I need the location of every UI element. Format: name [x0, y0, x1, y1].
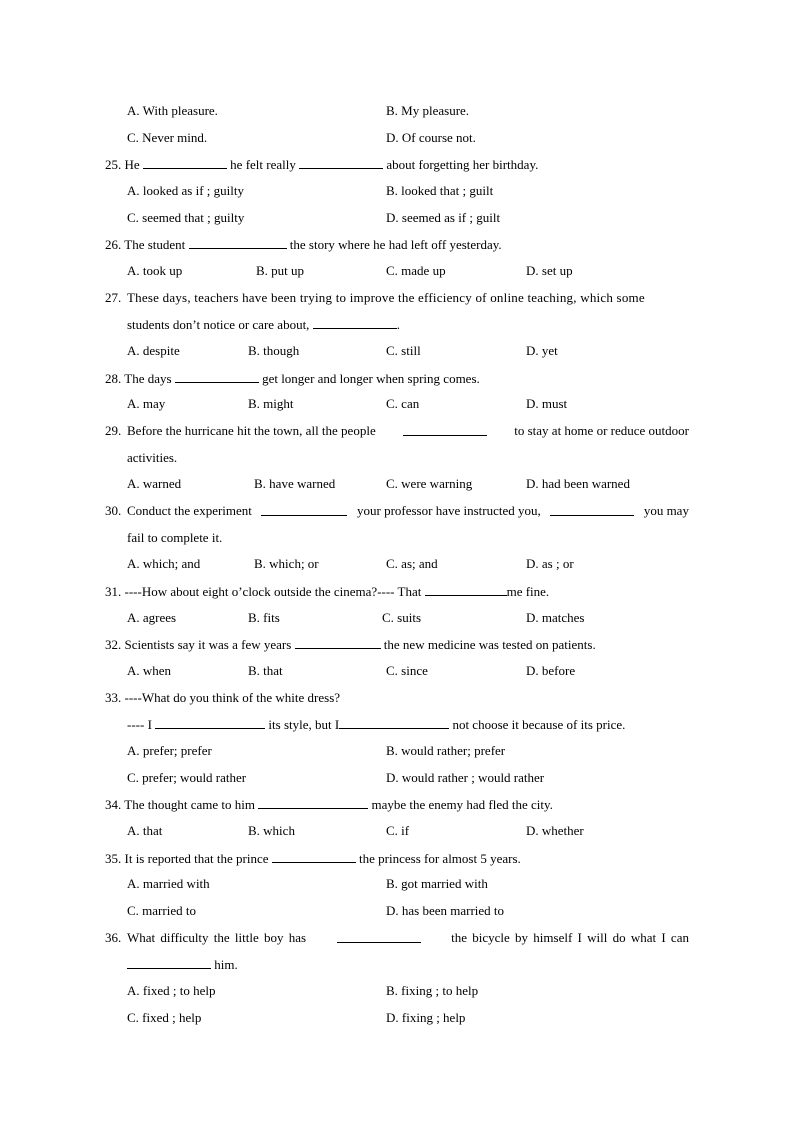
q33-text: not choose it because of its price. [452, 717, 626, 732]
q33-option-b: B. would rather; prefer [386, 743, 506, 758]
q32-option-c: C. since [386, 663, 428, 678]
q34-option-a: A. that [127, 823, 163, 838]
q32-text: the new medicine was tested on patients. [383, 637, 596, 652]
q32-blank [295, 636, 381, 649]
q24-option-a: A. With pleasure. [127, 103, 218, 118]
q31-option-a: A. agrees [127, 610, 177, 625]
q36-option-a: A. fixed ; to help [127, 983, 216, 998]
q30-blank-1 [261, 503, 347, 516]
q30-stem-line1 [105, 503, 689, 519]
q31-blank [425, 583, 507, 596]
q36-blank-2 [127, 956, 211, 969]
q28-text: The days [124, 371, 172, 386]
q28-text: get longer and longer when spring comes. [262, 371, 480, 386]
q36-text: him. [214, 957, 238, 972]
q27-text: These days, teachers have been trying to improve the efficiency of online teaching, which some [127, 290, 645, 305]
q27-number: 27. [105, 290, 122, 305]
q25-stem [105, 156, 538, 173]
q30-text: you may [643, 503, 689, 518]
q29-stem-line1 [105, 423, 689, 439]
q29-text: Before the hurricane hit the town, all the people [127, 423, 376, 438]
q33-option-a: A. prefer; prefer [127, 743, 212, 758]
q25-blank-2 [299, 156, 383, 169]
q32-option-d: D. before [526, 663, 576, 678]
q29-option-a: A. warned [127, 476, 182, 491]
q24-option-d: D. Of course not. [386, 130, 476, 145]
q25-text: about forgetting her birthday. [386, 157, 539, 172]
q26-option-b: B. put up [256, 263, 305, 278]
q35-option-d: D. has been married to [386, 903, 505, 918]
q31-option-c: C. suits [382, 610, 422, 625]
q34-blank [258, 796, 368, 809]
q30-option-a: A. which; and [127, 556, 201, 571]
q35-text: the princess for almost 5 years. [359, 851, 521, 866]
q28-option-b: B. might [248, 396, 294, 411]
q26-text: The student [124, 237, 186, 252]
q33-text: ----What do you think of the white dress? [124, 690, 341, 705]
q29-number: 29. [105, 423, 122, 438]
q25-option-b: B. looked that ; guilt [386, 183, 494, 198]
q36-text: What difficulty the little boy has [127, 930, 307, 945]
q26-blank [189, 236, 287, 249]
q35-number: 35. [105, 851, 122, 866]
q28-option-a: A. may [127, 396, 166, 411]
q31-number: 31. [105, 584, 122, 599]
q27-option-c: C. still [386, 343, 421, 358]
q27-stem-line1 [105, 290, 689, 306]
q24-option-b: B. My pleasure. [386, 103, 470, 118]
q28-blank [175, 370, 259, 383]
q25-number: 25. [105, 157, 122, 172]
q34-stem [105, 796, 553, 813]
q33-text: ---- I [127, 717, 152, 732]
q25-option-c: C. seemed that ; guilty [127, 210, 245, 225]
q31-text: me fine. [506, 584, 550, 599]
q31-text: ----How about eight o’clock outside the cinema?---- That [124, 584, 422, 599]
q25-text: He [124, 157, 140, 172]
q35-option-a: A. married with [127, 876, 210, 891]
q26-stem [105, 236, 502, 253]
q29-stem-line2: activities. [127, 450, 178, 465]
q29-option-d: D. had been warned [526, 476, 630, 491]
q36-text: the bicycle by himself I will do what I can [451, 930, 689, 945]
q27-stem-line2 [127, 316, 400, 333]
q25-option-d: D. seemed as if ; guilt [386, 210, 501, 225]
q34-option-c: C. if [386, 823, 410, 838]
q33-number: 33. [105, 690, 122, 705]
q27-option-b: B. though [248, 343, 300, 358]
q30-number: 30. [105, 503, 122, 518]
q34-option-b: B. which [248, 823, 295, 838]
q33-stem-line1 [105, 690, 340, 706]
q30-option-c: C. as; and [386, 556, 438, 571]
q29-blank [403, 423, 487, 436]
q31-stem [105, 583, 549, 600]
q30-text: Conduct the experiment [127, 503, 252, 518]
q32-text: Scientists say it was a few years [124, 637, 292, 652]
q30-option-b: B. which; or [254, 556, 319, 571]
q26-option-c: C. made up [386, 263, 446, 278]
q35-option-c: C. married to [127, 903, 196, 918]
q27-blank [313, 316, 397, 329]
q36-option-b: B. fixing ; to help [386, 983, 479, 998]
q31-option-d: D. matches [526, 610, 585, 625]
q24-option-c: C. Never mind. [127, 130, 208, 145]
q33-text: its style, but I [268, 717, 340, 732]
q36-stem-line1 [105, 930, 689, 946]
q34-text: maybe the enemy had fled the city. [371, 797, 553, 812]
q31-option-b: B. fits [248, 610, 280, 625]
q26-number: 26. [105, 237, 122, 252]
q26-text: the story where he had left off yesterday. [289, 237, 502, 252]
q34-number: 34. [105, 797, 122, 812]
q30-option-d: D. as ; or [526, 556, 574, 571]
q32-option-a: A. when [127, 663, 172, 678]
q33-blank-1 [155, 716, 265, 729]
q32-stem [105, 636, 596, 653]
q32-number: 32. [105, 637, 122, 652]
q29-option-b: B. have warned [254, 476, 336, 491]
q35-text: It is reported that the prince [124, 851, 269, 866]
q36-option-d: D. fixing ; help [386, 1010, 466, 1025]
q36-option-c: C. fixed ; help [127, 1010, 202, 1025]
q36-stem-line2 [127, 956, 238, 973]
q35-option-b: B. got married with [386, 876, 488, 891]
q34-text: The thought came to him [124, 797, 255, 812]
q30-text: your professor have instructed you, [356, 503, 541, 518]
q35-stem [105, 850, 521, 867]
q27-option-a: A. despite [127, 343, 180, 358]
q28-option-d: D. must [526, 396, 568, 411]
q28-number: 28. [105, 371, 122, 386]
q36-blank-1 [337, 930, 421, 943]
q28-option-c: C. can [386, 396, 420, 411]
q29-text: to stay at home or reduce outdoor [514, 423, 689, 438]
q34-option-d: D. whether [526, 823, 584, 838]
q26-option-d: D. set up [526, 263, 573, 278]
q33-option-c: C. prefer; would rather [127, 770, 247, 785]
q27-text: . [396, 317, 400, 332]
q27-option-d: D. yet [526, 343, 558, 358]
q25-option-a: A. looked as if ; guilty [127, 183, 244, 198]
q26-option-a: A. took up [127, 263, 183, 278]
q33-stem-line2 [127, 716, 625, 733]
q33-option-d: D. would rather ; would rather [386, 770, 545, 785]
q25-blank-1 [143, 156, 227, 169]
q30-blank-2 [550, 503, 634, 516]
q25-text: he felt really [230, 157, 296, 172]
q27-text: students don’t notice or care about, [127, 317, 310, 332]
q28-stem [105, 370, 480, 387]
q33-blank-2 [339, 716, 449, 729]
q36-number: 36. [105, 930, 122, 945]
q32-option-b: B. that [248, 663, 283, 678]
q30-stem-line2: fail to complete it. [127, 530, 223, 545]
q29-option-c: C. were warning [386, 476, 473, 491]
q35-blank [272, 850, 356, 863]
